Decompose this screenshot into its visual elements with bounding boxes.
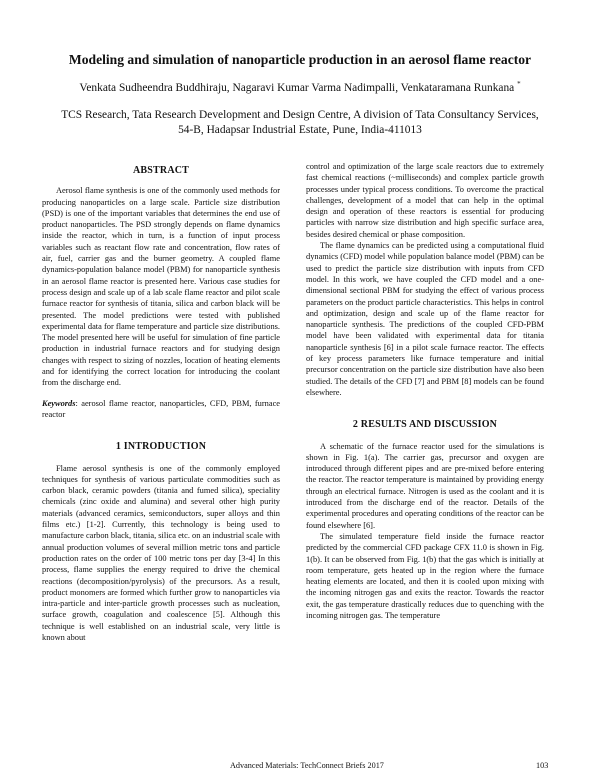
footer-journal: Advanced Materials: TechConnect Briefs 2017 — [230, 761, 384, 770]
abstract-text: Aerosol flame synthesis is one of the commonly used methods for producing nanoparticles on a large scale. Particle size distribution (PSD) is one of the important variables that determines the end use of product nanoparticles. The PSD strongly depends on flame dynamics inside the reactor, which in turn, is a function of input process variables such as reactant flow rate and concentration, flow rates of air, fuel, carrier gas and the burner geometry. A coupled flame dynamics-population balance model (PBM) for nanoparticle synthesis in an aerosol flame reactor is presented here. Various case studies for process design and scale up of a lab scale flame reactor and pilot scale furnace reactor for synthesis of titania, silica and carbon black will be presented. The model predictions were tested with published experimental data for flame temperature and particle size distributions. The model presented here will be useful for simulation of fine particle production in industrial furnace reactors and for studying design changes with respect to sizing of nozzles, location of heating elements and for identifying the correct location for introducing the coolant from the discharge end. — [42, 186, 280, 388]
introduction-text: Flame aerosol synthesis is one of the commonly employed techniques for synthesis of various particulate commodities such as carbon black, ceramic powders (titania and fumed silica), speciality chemicals (zinc oxide and alumina) and several other high purity materials (advanced ceramics, semiconductors, super alloys and thin films etc.) [1-2]. Currently, this technology is being used to manufacture carbon black, titania, silica etc. on an industrial scale with annual production volumes of several million metric tons and particle production rates on the order of 100 metric tons per day [3-4] In this process, flame supplies the energy required to drive the chemical reactions (decomposition/pyrolysis) of the precursors. As a result, product monomers are formed which further grow to nanoparticles via intra-particle and inter-particle growth processes such as nucleation, surface growth, coagulation and coalescence [5]. Although this technique is well established on an industrial scale, very little is known about — [42, 463, 280, 642]
paper-title: Modeling and simulation of nanoparticle production in an aerosol flame reactor — [68, 52, 532, 67]
keywords-text: : aerosol flame reactor, nanoparticles, CFD, PBM, furnace reactor — [42, 398, 280, 419]
left-column — [42, 165, 280, 643]
page-number: 103 — [536, 761, 549, 770]
right-column — [306, 161, 544, 621]
intro-paragraph-2: The flame dynamics can be predicted using a computational fluid dynamics (CFD) model while population balance model (PBM) can be used to predict the particle size distribution with inputs from CFD model. In this work, we have coupled the CFD model and a one-dimensional sectional PBM for studying the effect of various process parameters on the product particle characteristics. This helps in control and optimization, design and scale up of the flame reactor for nanoparticle synthesis. The predictions of the coupled CFD-PBM model have been validated with experimental data for titania nanoparticle synthesis [6] in a pilot scale furnace reactor. The effects of key process parameters like furnace temperature and initial precursor concentration on the particle size distribution have also been studied. The details of the CFD [7] and PBM [8] models can be found elsewhere. — [306, 241, 544, 397]
introduction-heading: 1 INTRODUCTION — [115, 441, 207, 453]
keywords-label: Keywords — [42, 398, 76, 408]
keywords — [42, 398, 280, 421]
affiliation-line-2: 54-B, Hadapsar Industrial Estate, Pune, India-411013 — [178, 123, 422, 136]
corresponding-author-mark: * — [517, 80, 521, 88]
affiliation — [40, 108, 560, 137]
author-list — [0, 80, 600, 94]
abstract-heading: ABSTRACT — [132, 165, 190, 176]
results-heading: 2 RESULTS AND DISCUSSION — [352, 419, 498, 431]
results-paragraph-2: The simulated temperature field inside the furnace reactor predicted by the commercial CFD package CFX 11.0 is shown in Fig. 1(b). It can be observed from Fig. 1(b) that the gas which is initially at room temperature, gets heated up in the region where the furnace heating elements are located, and then it is cooled upon mixing with the incoming nitrogen gas and exits the reactor. Towards the reactor exit, the gas temperature drastically reduces due to quenching with the incoming nitrogen gas. The temperature — [306, 531, 544, 620]
affiliation-line-1: TCS Research, Tata Research Development and Design Centre, A division of Tata Consultancy Services, — [61, 109, 539, 121]
results-paragraph-1: A schematic of the furnace reactor used for the simulations is shown in Fig. 1(a). The carrier gas, precursor and oxygen are introduced through different pipes and are pre-mixed before entering the reactor. The reactor temperature is maintained by providing energy through an electrical furnace. Nitrogen is used as the coolant and it is introduced from the discharge end of the reactor. Details of the experimental procedures and operating conditions of the reactor can be found elsewhere [6]. — [306, 441, 544, 530]
author-names: Venkata Sudheendra Buddhiraju, Nagaravi Kumar Varma Nadimpalli, Venkataramana Runkana — [79, 81, 515, 94]
intro-continuation: control and optimization of the large scale reactors due to extremely fast chemical reactions (~milliseconds) and complex particle growth processes under typical process conditions. To overcome the practical challenges, development of a model that can help in the optimal design and operation of these reactors is essential for producing particles with narrow size distribution and high specific surface area, besides desired chemical or phase composition. — [306, 162, 544, 239]
